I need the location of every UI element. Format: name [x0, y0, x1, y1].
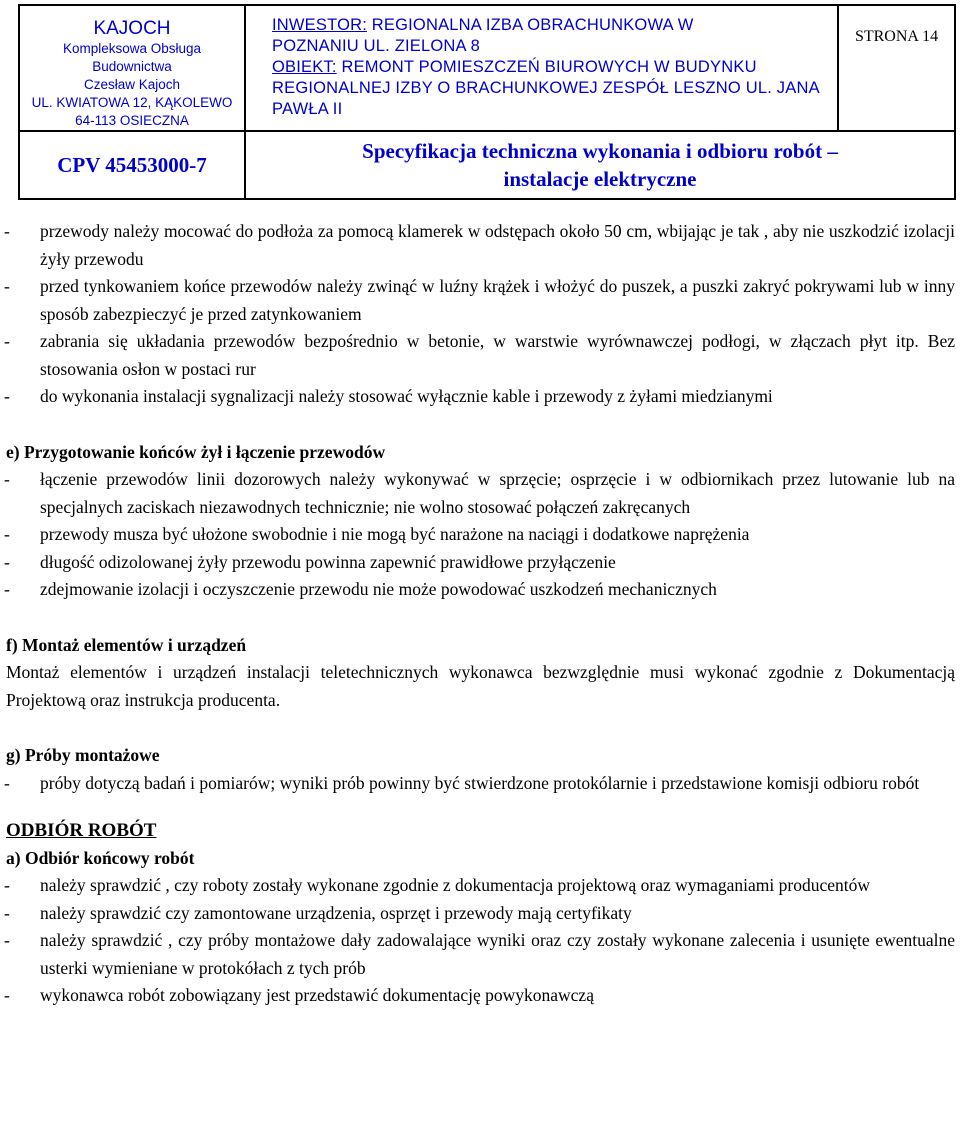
list-item	[0, 549, 955, 577]
list-item	[0, 328, 955, 383]
list-item-text: przewody musza być ułożone swobodnie i nie mogą być narażone na naciągi i dodatkowe naprężenia	[40, 524, 750, 544]
section-g-title: g) Próby montażowe	[6, 745, 160, 765]
investor-cell	[245, 5, 838, 131]
bullet-dash: -	[4, 930, 10, 950]
object-text: REMONT POMIESZCZEŃ BIUROWYCH W BUDYNKU	[336, 58, 757, 76]
company-line: 64-113 OSIECZNA	[75, 113, 189, 128]
section-f-title: f) Montaż elementów i urządzeń	[6, 634, 247, 655]
spacer	[0, 797, 955, 817]
cpv-cell	[19, 131, 245, 199]
list-item	[0, 273, 955, 328]
bullet-dash: -	[4, 551, 10, 572]
spec-title-line-1: Specyfikacja techniczna wykonania i odbioru robót –	[362, 139, 838, 163]
list-item-text: wykonawca robót zobowiązany jest przedstawić dokumentację powykonawczą	[40, 985, 594, 1005]
spacer	[0, 411, 955, 439]
page-number-cell	[838, 5, 955, 131]
bullet-dash: -	[4, 469, 10, 489]
investor-line-2: POZNANIU UL. ZIELONA 8	[272, 37, 480, 55]
company-line: Czesław Kajoch	[83, 77, 181, 92]
list-item-text: do wykonania instalacji sygnalizacji należy stosować wyłącznie kable i przewody z żyłami miedzianymi	[40, 386, 773, 406]
company-line: UL. KWIATOWA 12, KĄKOLEWO	[31, 95, 233, 110]
cpv-code: CPV 45453000-7	[57, 152, 207, 177]
company-name: KAJOCH	[93, 18, 171, 39]
company-line: Kompleksowa Obsługa	[62, 41, 202, 56]
list-item	[0, 927, 955, 982]
list-item-text: długość odizolowanej żyły przewodu powinna zapewnić prawidłowe przyłączenie	[40, 551, 616, 572]
spacer	[0, 604, 955, 632]
bullet-dash: -	[4, 276, 10, 296]
list-item	[0, 982, 955, 1010]
bullet-dash: -	[4, 331, 10, 351]
company-line: Budownictwa	[92, 59, 172, 74]
list-item-text: należy sprawdzić czy zamontowane urządzenia, osprzęt i przewody mają certyfikaty	[40, 902, 632, 923]
list-item-text: przewody należy mocować do podłoża za pomocą klamerek w odstępach około 50 cm, wbijając je tak , aby nie uszkodzić izolacji żyły przewodu	[40, 221, 955, 269]
odbior-subtitle: a) Odbiór końcowy robót	[6, 847, 195, 868]
spec-title-cell	[245, 131, 955, 199]
list-item	[0, 383, 955, 411]
section-f-text: Montaż elementów i urządzeń instalacji teletechnicznych wykonawca bezwzględnie musi wykonać zgodnie z Dokumentacją Projektową oraz instrukcja producenta.	[6, 662, 955, 710]
company-cell	[19, 5, 245, 131]
bullet-dash: -	[4, 772, 10, 793]
bullet-dash: -	[4, 524, 10, 544]
bullet-dash: -	[4, 985, 10, 1005]
list-item	[0, 872, 955, 900]
list-item-text: należy sprawdzić , czy próby montażowe dały zadowalające wyniki oraz czy zostały wykonane zalecenia i usunięte ewentualne usterki wymieniane w protokółach z tych prób	[40, 930, 955, 978]
investor-line	[272, 15, 837, 36]
list-item-text: zabrania się układania przewodów bezpośrednio w betonie, w warstwie wyrównawczej podłogi, w złączach płyt itp. Bez stosowania osłon w postaci rur	[40, 331, 955, 379]
list-item-text: zdejmowanie izolacji i oczyszczenie przewodu nie może powodować uszkodzeń mechanicznych	[40, 579, 717, 599]
page-number: STRONA 14	[854, 28, 939, 45]
list-item	[0, 218, 955, 273]
bullet-dash: -	[4, 579, 10, 599]
spec-title-line-2: instalacje elektryczne	[503, 167, 697, 191]
list-item	[0, 521, 955, 549]
header-table	[18, 4, 956, 200]
object-line-3: PAWŁA II	[272, 100, 343, 118]
document-body	[0, 218, 955, 1010]
bullet-dash: -	[4, 386, 10, 406]
list-item	[0, 900, 955, 928]
object-line	[272, 57, 837, 78]
investor-text: REGIONALNA IZBA OBRACHUNKOWA W	[367, 16, 694, 34]
object-label: OBIEKT:	[272, 58, 337, 76]
odbior-title: ODBIÓR ROBÓT	[6, 820, 157, 841]
list-item-text: próby dotyczą badań i pomiarów; wyniki prób powinny być stwierdzone protokólarnie i przedstawione komisji odbioru robót	[40, 772, 920, 793]
investor-label: INWESTOR:	[272, 16, 367, 34]
bullet-dash: -	[4, 875, 10, 895]
list-item-text: należy sprawdzić , czy roboty zostały wykonane zgodnie z dokumentacja projektową oraz wymaganiami producentów	[40, 875, 870, 895]
list-item-text: łączenie przewodów linii dozorowych należy wykonywać w sprzęcie; osprzęcie i w odbiornikach przez lutowanie lub na specjalnych zaciskach niezawodnych technicznie; nie wolno stosować połączeń zakręcanych	[40, 469, 955, 517]
list-item-text: przed tynkowaniem końce przewodów należy zwinąć w luźny krążek i włożyć do puszek, a puszki zakryć pokrywami lub w inny sposób zabezpieczyć je przed zatynkowaniem	[40, 276, 955, 324]
object-line-2: REGIONALNEJ IZBY O BRACHUNKOWEJ ZESPÓŁ LESZNO UL. JANA	[272, 79, 820, 97]
section-e-title: e) Przygotowanie końców żył i łączenie przewodów	[6, 441, 386, 462]
bullet-dash: -	[4, 902, 10, 923]
list-item	[0, 466, 955, 521]
bullet-dash: -	[4, 221, 10, 241]
list-item	[0, 576, 955, 604]
list-item	[0, 770, 955, 798]
spacer	[0, 714, 955, 742]
